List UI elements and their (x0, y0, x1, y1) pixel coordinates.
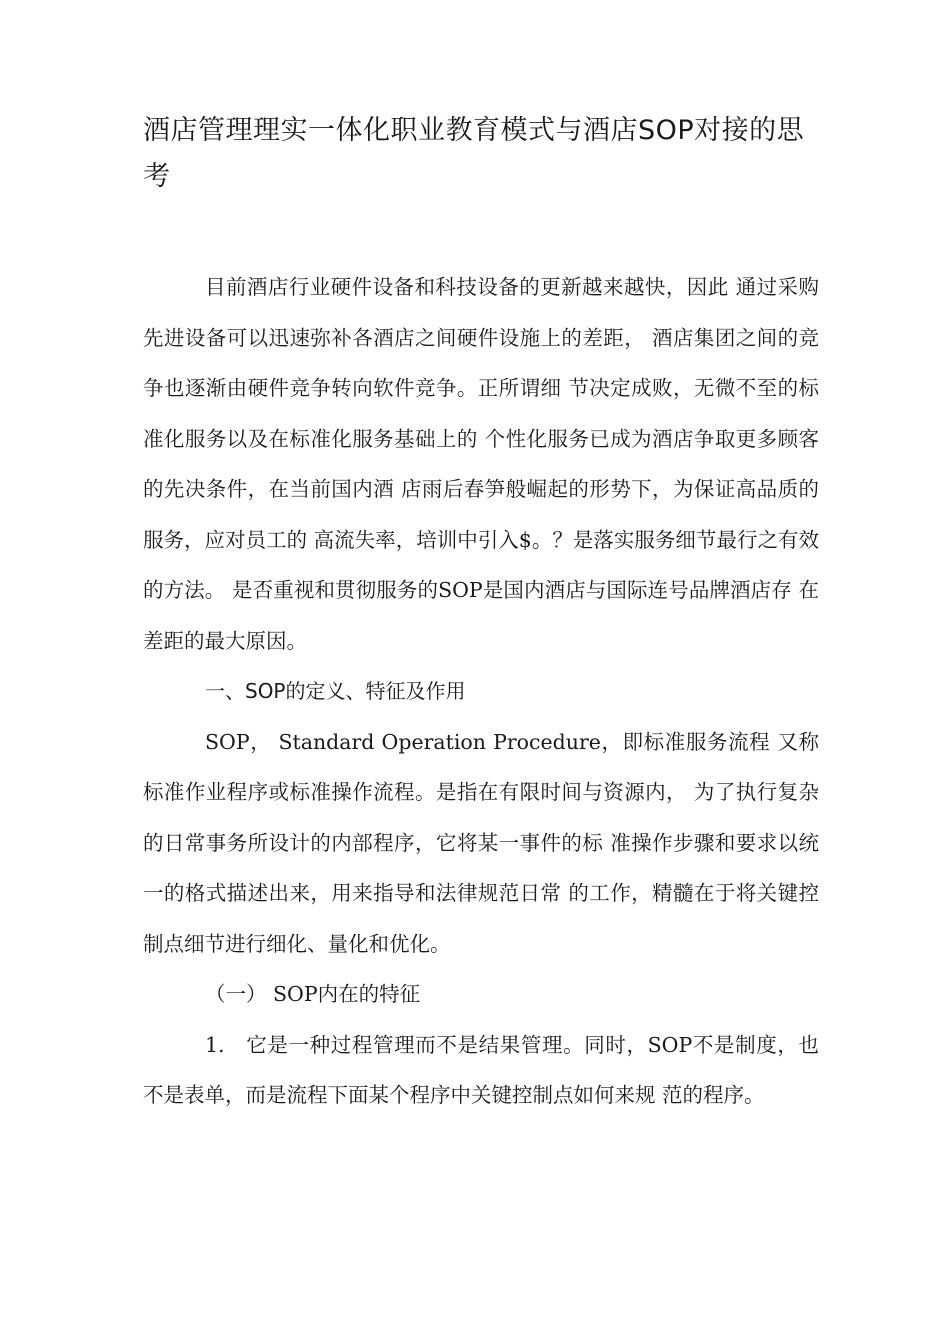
document-body (143, 262, 819, 1121)
paragraph-sop-definition: SOP， Standard Operation Procedure，即标准服务流程 又称标准作业程序或标准操作流程。是指在有限时间与资源内， 为了执行复杂的日常事务所设计的内部程序，它将某一事件的标 准操作步骤和要求以统一的格式描述出来，用来指导和法律规范日常 的工作，精髓在于将关键控制点细节进行细化、量化和优化。 (143, 729, 819, 956)
subsection-heading-sop-features: （一） SOP内在的特征 (205, 982, 421, 1006)
paragraph-feature-1: 1. 它是一种过程管理而不是结果管理。同时，SOP不是制度，也不是表单，而是流程下面某个程序中关键控制点如何来规 范的程序。 (143, 1032, 819, 1107)
document-title: 酒店管理理实一体化职业教育模式与酒店SOP对接的思考 (143, 115, 805, 192)
paragraph-intro: 目前酒店行业硬件设备和科技设备的更新越来越快，因此 通过采购先进设备可以迅速弥补各酒店之间硬件设施上的差距， 酒店集团之间的竞争也逐渐由硬件竞争转向软件竞争。正所谓细 节决定成败，无微不至的标准化服务以及在标准化服务基础上的 个性化服务已成为酒店争取更多顾客的先决条件，在当前国内酒 店雨后春笋般崛起的形势下，为保证高品质的服务，应对员工的 高流失率，培训中引入$。？是落实服务细节最行之有效的方法。 是否重视和贯彻服务的SOP是国内酒店与国际连号品牌酒店存 在差距的最大原因。 (143, 275, 819, 653)
section-heading-sop-definition: 一、SOP的定义、特征及作用 (205, 679, 466, 703)
